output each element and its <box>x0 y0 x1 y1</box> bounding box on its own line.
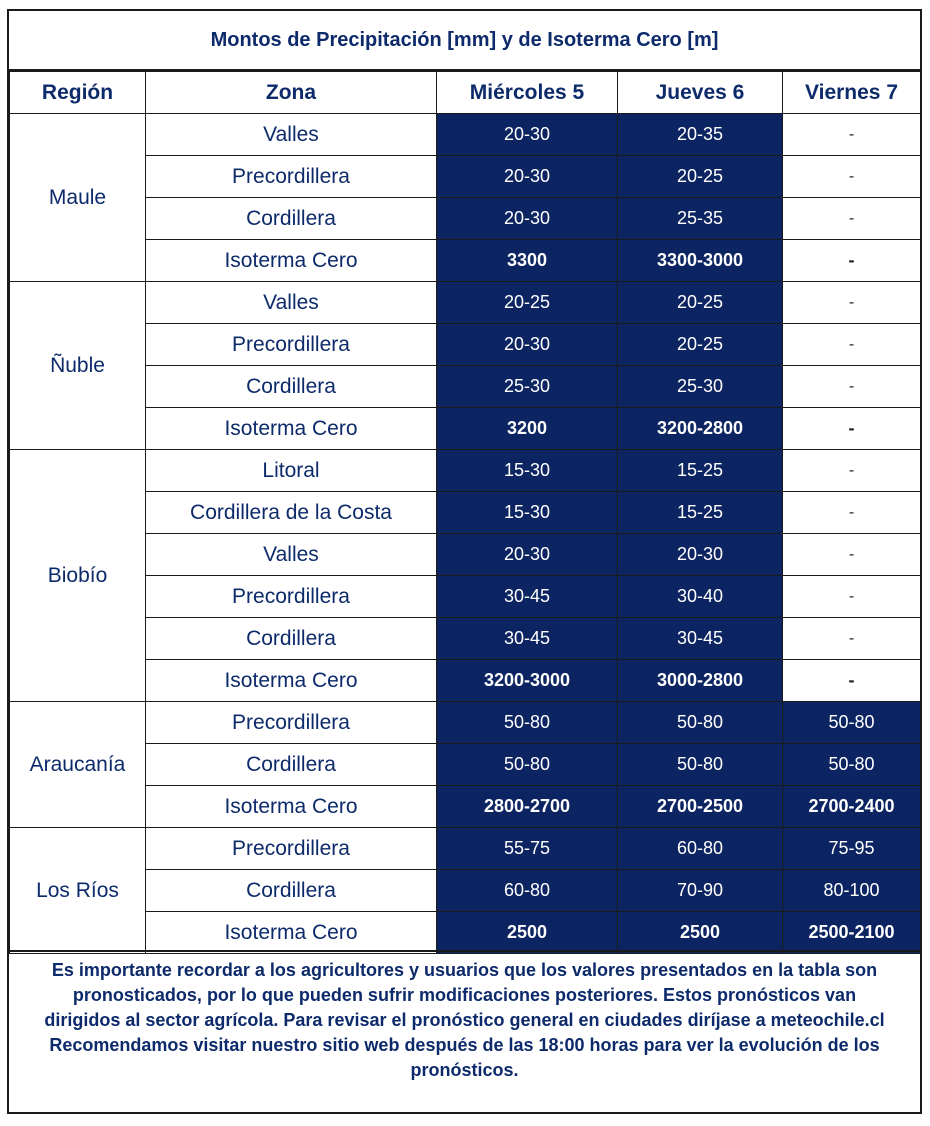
value-cell-day1: 25-30 <box>437 366 618 408</box>
zona-cell: Cordillera <box>146 870 437 912</box>
zona-cell: Cordillera <box>146 744 437 786</box>
value-cell-day1: 20-30 <box>437 156 618 198</box>
table-row <box>10 282 921 324</box>
value-cell-day2: 60-80 <box>618 828 783 870</box>
header-zona: Zona <box>146 72 437 114</box>
value-cell-day2: 2500 <box>618 912 783 954</box>
value-cell-day1: 2800-2700 <box>437 786 618 828</box>
zona-cell: Precordillera <box>146 576 437 618</box>
table-body <box>10 114 921 954</box>
table-row <box>10 240 921 282</box>
zona-cell: Cordillera de la Costa <box>146 492 437 534</box>
region-cell: Biobío <box>10 450 146 702</box>
table-title: Montos de Precipitación [mm] y de Isoterma Cero [m] <box>9 11 920 71</box>
zona-cell: Valles <box>146 282 437 324</box>
forecast-table-container <box>7 9 922 1114</box>
table-row <box>10 744 921 786</box>
value-cell-day2: 50-80 <box>618 702 783 744</box>
zona-cell: Valles <box>146 534 437 576</box>
forecast-table <box>9 71 921 954</box>
value-cell-day3: 2500-2100 <box>783 912 921 954</box>
value-cell-day3: 50-80 <box>783 702 921 744</box>
value-cell-day1: 15-30 <box>437 450 618 492</box>
value-cell-day2: 30-40 <box>618 576 783 618</box>
table-row <box>10 324 921 366</box>
table-row <box>10 786 921 828</box>
value-cell-day1: 3200 <box>437 408 618 450</box>
value-cell-day1: 3200-3000 <box>437 660 618 702</box>
value-cell-day2: 20-35 <box>618 114 783 156</box>
value-cell-day2: 70-90 <box>618 870 783 912</box>
region-cell: Maule <box>10 114 146 282</box>
table-row <box>10 114 921 156</box>
table-row <box>10 534 921 576</box>
value-cell-day1: 60-80 <box>437 870 618 912</box>
value-cell-day3: - <box>783 198 921 240</box>
zona-cell: Isoterma Cero <box>146 912 437 954</box>
value-cell-day3: - <box>783 492 921 534</box>
value-cell-day1: 20-30 <box>437 198 618 240</box>
table-row <box>10 912 921 954</box>
value-cell-day1: 50-80 <box>437 744 618 786</box>
value-cell-day3: - <box>783 114 921 156</box>
zona-cell: Isoterma Cero <box>146 240 437 282</box>
footer-note <box>9 950 920 1112</box>
table-row <box>10 366 921 408</box>
value-cell-day2: 15-25 <box>618 492 783 534</box>
region-cell: Araucanía <box>10 702 146 828</box>
value-cell-day2: 3300-3000 <box>618 240 783 282</box>
value-cell-day2: 20-25 <box>618 324 783 366</box>
value-cell-day1: 3300 <box>437 240 618 282</box>
table-row <box>10 660 921 702</box>
value-cell-day1: 20-30 <box>437 534 618 576</box>
value-cell-day2: 3200-2800 <box>618 408 783 450</box>
value-cell-day3: 80-100 <box>783 870 921 912</box>
value-cell-day2: 30-45 <box>618 618 783 660</box>
zona-cell: Cordillera <box>146 366 437 408</box>
table-row <box>10 408 921 450</box>
value-cell-day1: 55-75 <box>437 828 618 870</box>
value-cell-day3: 50-80 <box>783 744 921 786</box>
value-cell-day1: 20-30 <box>437 114 618 156</box>
value-cell-day2: 15-25 <box>618 450 783 492</box>
value-cell-day2: 50-80 <box>618 744 783 786</box>
value-cell-day2: 3000-2800 <box>618 660 783 702</box>
header-row <box>10 72 921 114</box>
value-cell-day1: 20-30 <box>437 324 618 366</box>
zona-cell: Cordillera <box>146 618 437 660</box>
zona-cell: Isoterma Cero <box>146 786 437 828</box>
header-day3: Viernes 7 <box>783 72 921 114</box>
value-cell-day3: - <box>783 282 921 324</box>
value-cell-day3: 75-95 <box>783 828 921 870</box>
zona-cell: Precordillera <box>146 324 437 366</box>
value-cell-day1: 30-45 <box>437 618 618 660</box>
value-cell-day3: - <box>783 618 921 660</box>
value-cell-day3: - <box>783 408 921 450</box>
zona-cell: Precordillera <box>146 156 437 198</box>
value-cell-day3: - <box>783 450 921 492</box>
value-cell-day3: - <box>783 240 921 282</box>
table-row <box>10 156 921 198</box>
value-cell-day2: 20-30 <box>618 534 783 576</box>
value-cell-day3: - <box>783 576 921 618</box>
table-row <box>10 618 921 660</box>
value-cell-day3: 2700-2400 <box>783 786 921 828</box>
value-cell-day3: - <box>783 324 921 366</box>
table-row <box>10 870 921 912</box>
zona-cell: Cordillera <box>146 198 437 240</box>
value-cell-day1: 2500 <box>437 912 618 954</box>
region-cell: Ñuble <box>10 282 146 450</box>
value-cell-day3: - <box>783 534 921 576</box>
table-row <box>10 450 921 492</box>
value-cell-day1: 30-45 <box>437 576 618 618</box>
header-region: Región <box>10 72 146 114</box>
zona-cell: Litoral <box>146 450 437 492</box>
header-day1: Miércoles 5 <box>437 72 618 114</box>
value-cell-day1: 15-30 <box>437 492 618 534</box>
table-row <box>10 576 921 618</box>
value-cell-day3: - <box>783 366 921 408</box>
table-row <box>10 702 921 744</box>
table-row <box>10 198 921 240</box>
table-row <box>10 492 921 534</box>
footer-disclaimer: Es importante recordar a los agricultores y usuarios que los valores presentados en la tabla son pronosticados, por lo que pueden sufrir modificaciones posteriores. Estos pronósticos van dirigidos al sector agrícola. Para revisar el pronóstico general en ciudades diríjase a meteochile.cl <box>44 960 885 1030</box>
value-cell-day2: 25-35 <box>618 198 783 240</box>
region-cell: Los Ríos <box>10 828 146 954</box>
zona-cell: Valles <box>146 114 437 156</box>
value-cell-day1: 20-25 <box>437 282 618 324</box>
value-cell-day2: 2700-2500 <box>618 786 783 828</box>
value-cell-day1: 50-80 <box>437 702 618 744</box>
zona-cell: Isoterma Cero <box>146 660 437 702</box>
value-cell-day3: - <box>783 660 921 702</box>
value-cell-day2: 20-25 <box>618 282 783 324</box>
zona-cell: Isoterma Cero <box>146 408 437 450</box>
value-cell-day2: 20-25 <box>618 156 783 198</box>
header-day2: Jueves 6 <box>618 72 783 114</box>
zona-cell: Precordillera <box>146 702 437 744</box>
footer-recommendation: Recomendamos visitar nuestro sitio web después de las 18:00 horas para ver la evolución de los pronósticos. <box>49 1035 880 1080</box>
value-cell-day2: 25-30 <box>618 366 783 408</box>
zona-cell: Precordillera <box>146 828 437 870</box>
value-cell-day3: - <box>783 156 921 198</box>
table-row <box>10 828 921 870</box>
